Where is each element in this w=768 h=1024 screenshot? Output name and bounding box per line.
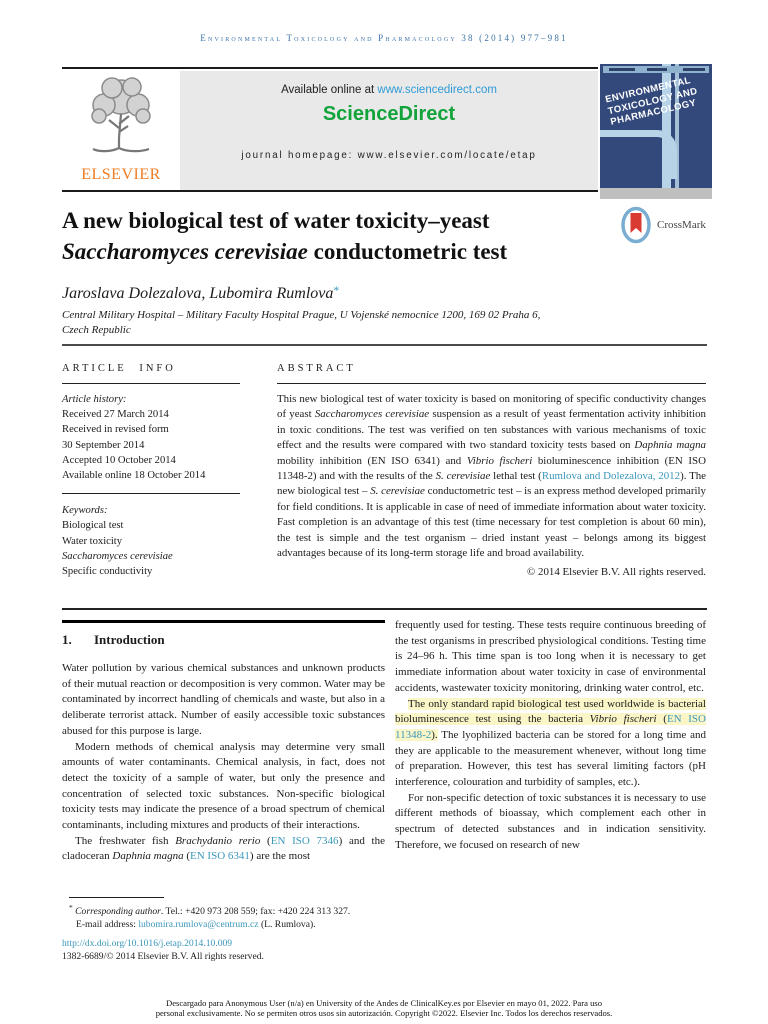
history-online: Available online 18 October 2014 [62, 470, 206, 482]
author-names: Jaroslava Dolezalova, Lubomira Rumlova [62, 285, 334, 302]
watermark-line2: personal exclusivamente. No se permiten otros usos sin autorización. Copyright ©2022. Elsevier Inc. Todos los derechos reservados. [155, 1007, 613, 1018]
corresponding-author-asterisk[interactable]: * [333, 283, 340, 297]
article-title-line2 [62, 236, 618, 267]
watermark-line1: Descargado para Anonymous User (n/a) en University of the Andes de ClinicalKey.es por Elsevier en mayo 01, 2022. Para uso [165, 998, 603, 1008]
history-revised: Received in revised form [62, 424, 169, 436]
history-received: Received 27 March 2014 [62, 409, 169, 421]
download-watermark [0, 999, 768, 1019]
running-head: Environmental Toxicology and Pharmacology 38 (2014) 977–981 [200, 33, 568, 43]
article-history-label: Article history: [62, 394, 127, 405]
footnote-rule [69, 897, 164, 898]
crossmark-label: CrossMark [657, 219, 706, 231]
history-revised-date: 30 September 2014 [62, 439, 145, 451]
affiliation-line2: Czech Republic [62, 323, 131, 336]
intro-paragraph-highlighted: The only standard rapid biological test used worldwide is bacterial bioluminescence test using the bacteria Vibrio fischeri (EN ISO 11348-2). The lyophilized bacteria can be stored for a long time and they are applicable to the measurement whenever, without long time of preparation. However, this test has several limiting factors (pH interference, colouration and turbidity of samples, etc.). [395, 697, 706, 789]
intro-paragraph: For non-specific detection of toxic substances it is necessary to use different methods of bioassay, which complement each other in spectrum of detected substances and in indication sensitivity. Therefore, we focused on research of new [395, 791, 706, 851]
article-title-species: Saccharomyces cerevisiae [62, 239, 308, 264]
intro-paragraph: frequently used for testing. These tests require continuous breeding of the test organisms in prescribed physiological conditions. Testing time is 24–96 h. This time span is too long when it is necessary to get immediate information about water toxicity in case of environmental accidents, wastewater toxicity monitoring, drinking water control, etc. [395, 619, 706, 694]
intro-paragraph: Modern methods of chemical analysis may determine very small amounts of water contaminants. Chemical analysis, in fact, does not detect the toxicity of a sample of water, but only the presence and concentration of selected toxic substances. Non-specific biological toxicity tests may indicate the presence of a broad spectrum of chemical contaminants, including mixtures and products of their interactions. [62, 740, 385, 832]
abstract-copyright: © 2014 Elsevier B.V. All rights reserved. [527, 566, 706, 579]
cover-journal-title: ENVIRONMENTAL TOXICOLOGY AND PHARMACOLOGY [604, 75, 699, 128]
abstract-rule [277, 383, 706, 384]
affiliation-line1: Central Military Hospital – Military Faculty Hospital Prague, U Vojenské nemocnice 1200, 169 02 Praha 6, [62, 309, 541, 321]
doi-link[interactable]: http://dx.doi.org/10.1016/j.etap.2014.10.009 [62, 938, 233, 950]
article-info-rule [62, 383, 240, 384]
header-top-rule [62, 67, 598, 69]
keywords-rule [62, 493, 240, 494]
history-accepted: Accepted 10 October 2014 [62, 454, 176, 466]
available-online-prefix: Available online at [281, 84, 378, 96]
section-title: Introduction [94, 632, 165, 647]
crossmark-badge[interactable] [620, 206, 720, 244]
available-online-line [180, 84, 598, 96]
cover-pipe-graphic [600, 130, 677, 179]
info-section-top-rule [62, 344, 707, 346]
crossmark-icon [620, 206, 652, 244]
intro-paragraph: The freshwater fish Brachydanio rerio (EN ISO 7346) and the cladoceran Daphnia magna (EN ISO 6341) are the most [62, 834, 385, 863]
cover-top-band [603, 66, 709, 73]
sciencedirect-url-link[interactable]: www.sciencedirect.com [377, 84, 497, 96]
section-heading-rule [62, 620, 385, 623]
author-line [62, 283, 339, 303]
keyword: Specific conductivity [62, 566, 153, 578]
elsevier-wordmark: ELSEVIER [81, 166, 161, 183]
footnote-block [62, 897, 402, 963]
article-title-line2-rest: conductometric test [307, 239, 508, 264]
article-title [62, 205, 618, 267]
elsevier-logo [62, 72, 180, 188]
issn-copyright-line: 1382-6689/© 2014 Elsevier B.V. All rights reserved. [62, 950, 264, 962]
body-top-rule [62, 608, 707, 610]
article-info-heading: ARTICLE INFO [62, 363, 176, 374]
sciencedirect-logo[interactable]: ScienceDirect [322, 103, 456, 125]
abstract-text: This new biological test of water toxicity is based on monitoring of specific conductivity changes of yeast Saccharomyces cerevisiae suspension as a result of yeast fermentation activity inhibition in toxic conditions. The test was verified on ten substances with various mechanisms of toxic effect and the results were compared with two standard toxicity tests based on Daphnia magna mobility inhibition (EN ISO 6341) and Vibrio fischeri bioluminescence inhibition (EN ISO 11348-2) and with the results of the S. cerevisiae lethal test (Rumlova and Dolezalova, 2012). The new biological test – S. cerevisiae conductometric test – is an express method developed primarily for field conditions. It is applicable in case of need of immediate information about water toxicity. Fast completion is an advantage of this test (time necessary for test completion is about 60 min), the test is simple and the test organism – dried instant yeast – belongs among its biggest advantages because of its long-term storage life and broad availability. [277, 393, 707, 560]
keywords-label: Keywords: [62, 505, 108, 517]
affiliation [62, 308, 662, 337]
article-info-column [62, 363, 240, 579]
header-bottom-rule [62, 190, 598, 192]
abstract-column [277, 363, 706, 578]
body-right-column [395, 618, 706, 854]
section-heading-introduction [62, 632, 385, 648]
elsevier-tree-icon [81, 72, 161, 160]
body-left-column [62, 618, 385, 865]
sciencedirect-banner [180, 71, 598, 190]
corresponding-author-footnote: * Corresponding author. Tel.: +420 973 208 559; fax: +420 224 313 327. [69, 903, 351, 917]
cover-shadow [600, 188, 712, 199]
keyword: Biological test [62, 520, 124, 532]
intro-paragraph: Water pollution by various chemical substances and unknown products of their mutual reaction or decomposition is very common. Water may be contaminated by incorrect handling of chemicals and waste, but also in a deliberate terrorist attack. Number of easily accessible toxic substances abused for this purpose is large. [62, 662, 385, 737]
journal-homepage-link[interactable]: journal homepage: www.elsevier.com/locate/etap [241, 150, 537, 161]
email-footnote: E-mail address: lubomira.rumlova@centrum.cz (L. Rumlova). [76, 918, 316, 930]
journal-cover-thumbnail [600, 64, 712, 188]
abstract-heading: ABSTRACT [277, 363, 356, 374]
article-title-line1: A new biological test of water toxicity–yeast [62, 208, 490, 233]
keyword-species: Saccharomyces cerevisiae [62, 550, 173, 562]
keyword: Water toxicity [62, 535, 123, 547]
section-number: 1. [62, 632, 72, 647]
